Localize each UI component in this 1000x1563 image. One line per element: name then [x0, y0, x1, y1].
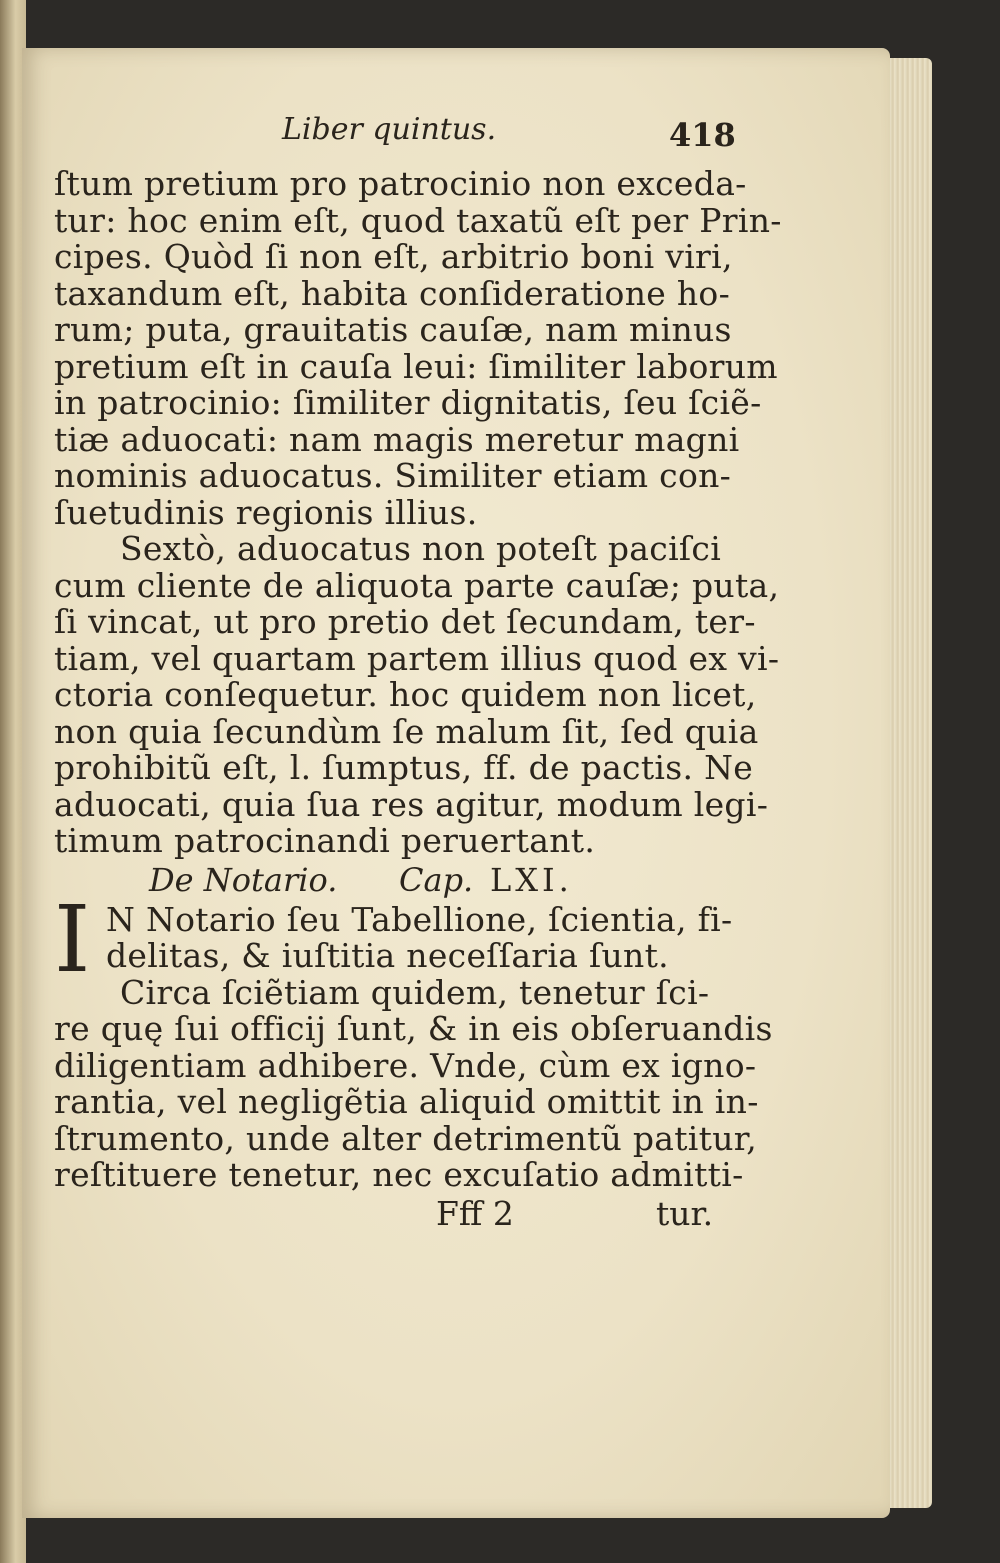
text-line: ſuetudinis regionis illius. [54, 492, 478, 532]
text-line: prohibitũ eſt, l. ſumptus, ff. de pactis. Ne [54, 748, 754, 787]
book-page [22, 48, 890, 1518]
text-line: ctoria conſequetur. hoc quidem non licet, [54, 675, 757, 714]
chapter-heading [54, 860, 754, 902]
text-line: ſtum pretium pro patrocinio non exceda- [54, 164, 747, 203]
paragraph-3 [54, 972, 773, 1194]
text-line: N Notario ſeu Tabellione, ſcientia, fi- [106, 899, 733, 939]
text-line: non quia ſecundùm ſe malum ſit, ſed quia [54, 711, 759, 751]
text-line: aduocati, quia ſua res agitur, modum legi- [54, 784, 769, 824]
text-line: re quę ſui officij ſunt, & in eis obſeruandis [54, 1009, 773, 1048]
paragraph-2 [54, 529, 780, 860]
catchword: tur. [656, 1193, 714, 1233]
text-line: rum; puta, grauitatis cauſæ, nam minus [54, 310, 732, 349]
running-head: Liber quintus. [282, 112, 497, 147]
text-line: ſi vincat, ut pro pretio det ſecundam, ter- [54, 602, 756, 641]
chapter-title: De Notario. [149, 860, 338, 899]
chapter-label: Cap. [399, 860, 474, 899]
text-line: cipes. Quòd ſi non eſt, arbitrio boni viri, [54, 237, 733, 276]
text-line: in patrocinio: ſimiliter dignitatis, ſeu ſciẽ- [54, 383, 762, 422]
text-line: timum patrocinandi peruertant. [54, 821, 596, 860]
page-footer [54, 1194, 754, 1234]
text-line: ſtrumento, unde alter detrimentũ patitur, [54, 1118, 758, 1158]
text-line: nominis aduocatus. Similiter etiam con- [54, 456, 732, 495]
text-line: tiæ aduocati: nam magis meretur magni [54, 419, 740, 459]
text-line: diligentiam adhibere. Vnde, cùm ex igno- [54, 1045, 757, 1085]
signature-mark: Fff 2 [436, 1193, 514, 1233]
text-line: tiam, vel quartam partem illius quod ex vi- [54, 638, 780, 678]
initial-letter: I [54, 885, 91, 993]
chapter-number: LXI. [490, 860, 573, 899]
paragraph-first-line: Circa ſciẽtiam quidem, tenetur ſci- [120, 972, 710, 1012]
text-line: rantia, vel negligẽtia aliquid omittit in in- [54, 1082, 759, 1121]
text-line: cum cliente de aliquota parte cauſæ; puta, [54, 565, 780, 605]
text-line: pretium eſt in cauſa leui: ſimiliter laborum [54, 346, 778, 386]
text-line: tur: hoc enim eſt, quod taxatũ eſt per Prin- [54, 200, 782, 240]
paragraph-1 [54, 164, 782, 532]
folio-number: 418 [669, 116, 736, 154]
text-line: reſtituere tenetur, nec excuſatio admitti- [54, 1155, 744, 1194]
paragraph-first-line: Sextò, aduocatus non poteſt paciſci [120, 529, 722, 568]
text-line: taxandum eſt, habita conſideratione ho- [54, 273, 731, 313]
text-line: delitas, & iuſtitia neceſſaria ſunt. [106, 936, 669, 975]
text-block [54, 110, 782, 1234]
page-header [54, 110, 754, 166]
